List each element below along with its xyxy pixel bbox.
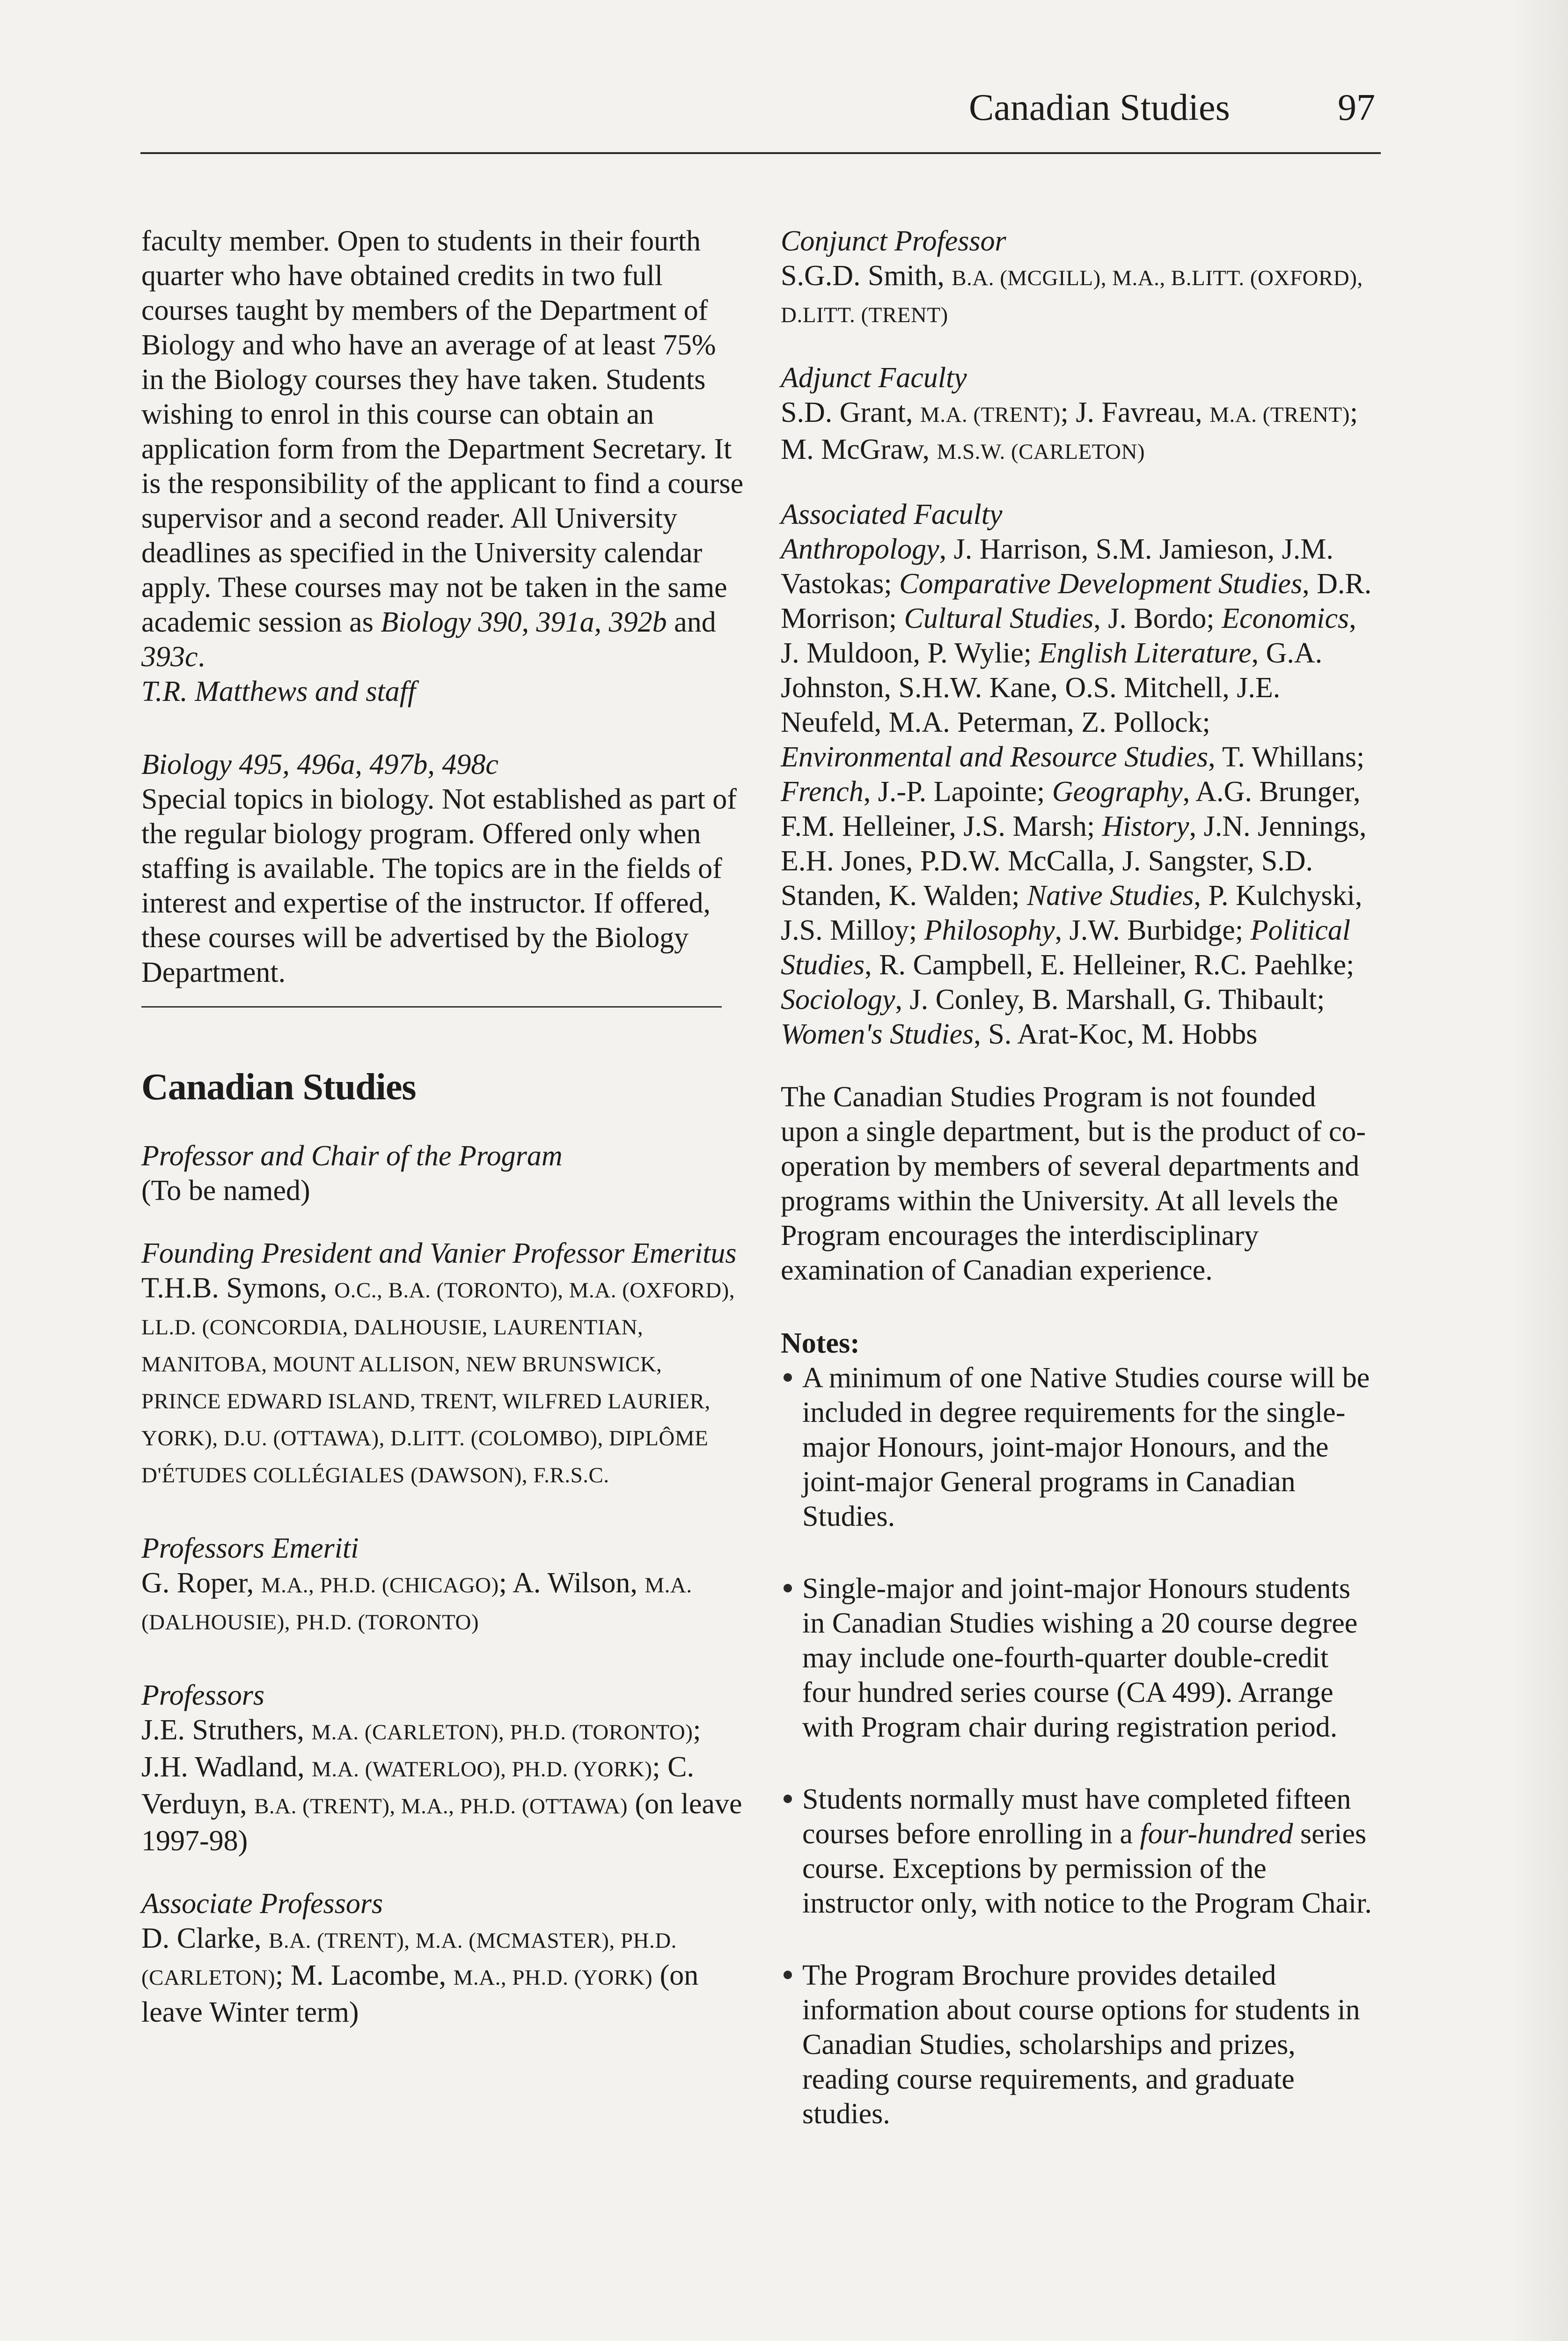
notes-list: [781, 1361, 1375, 2131]
associated-faculty-title: Associated Faculty: [781, 499, 1003, 530]
note-item: Students normally must have completed fifteen courses before enrolling in a four-hundred series course. Exceptions by permission of the instructor only, with notice to the Program Chair.: [781, 1782, 1375, 1921]
founding-title: Founding President and Vanier Professor Emeritus: [141, 1237, 737, 1269]
founding-entry: T.H.B. Symons, O.C., B.A. (TORONTO), M.A. (OXFORD), LL.D. (CONCORDIA, DALHOUSIE, LAURENTIAN, MANITOBA, MOUNT ALLISON, NEW BRUNSWICK, PRINCE EDWARD ISLAND, TRENT, WILFRED LAURIER, YORK), D.U. (OTTAWA), D.LITT. (COLOMBO), DIPLÔME D'ÉTUDES COLLÉGIALES (DAWSON), F.R.S.C.: [141, 1272, 735, 1487]
bullet-icon: [784, 1584, 792, 1592]
running-header-title: Canadian Studies: [969, 87, 1230, 128]
conjunct-title: Conjunct Professor: [781, 225, 1006, 257]
right-column: [781, 224, 1375, 2131]
chair-name: (To be named): [141, 1175, 310, 1207]
page-edge-shade: [1512, 0, 1568, 2341]
bullet-icon: [784, 1971, 792, 1979]
adjunct-title: Adjunct Faculty: [781, 362, 967, 394]
note-item: The Program Brochure provides detailed information about course options for students in Canadian Studies, scholarships and prizes, reading course requirements, and graduate studies.: [781, 1958, 1375, 2131]
emeriti-entry: G. Roper, M.A., PH.D. (CHICAGO); A. Wilson, M.A. (DALHOUSIE), PH.D. (TORONTO): [141, 1567, 692, 1634]
biology-495-title: Biology 495, 496a, 497b, 498c: [141, 749, 498, 780]
emeriti-title: Professors Emeriti: [141, 1532, 359, 1564]
header-rule: [140, 152, 1381, 154]
conjunct-entry: S.G.D. Smith, B.A. (MCGILL), M.A., B.LITT. (OXFORD), D.LITT. (TRENT): [781, 260, 1363, 327]
section-divider: [141, 1006, 722, 1008]
bullet-icon: [784, 1373, 792, 1382]
associate-professors-entry: D. Clarke, B.A. (TRENT), M.A. (MCMASTER), PH.D. (CARLETON); M. Lacombe, M.A., PH.D. (YORK) (on leave Winter term): [141, 1922, 699, 2028]
section-heading: Canadian Studies: [141, 1067, 416, 1108]
professors-entry: J.E. Struthers, M.A. (CARLETON), PH.D. (TORONTO); J.H. Wadland, M.A. (WATERLOO), PH.D. (YORK); C. Verduyn, B.A. (TRENT), M.A., PH.D. (OTTAWA) (on leave 1997-98): [141, 1714, 742, 1857]
note-item: A minimum of one Native Studies course will be included in degree requirements for the single-major Honours, joint-major Honours, and the joint-major General programs in Canadian Studies.: [781, 1361, 1375, 1534]
notes-heading: Notes:: [781, 1327, 860, 1359]
adjunct-entry: S.D. Grant, M.A. (TRENT); J. Favreau, M.A. (TRENT); M. McGraw, M.S.W. (CARLETON): [781, 397, 1358, 465]
chair-title: Professor and Chair of the Program: [141, 1140, 563, 1172]
biology-495-description: Special topics in biology. Not established as part of the regular biology program. Offered only when staffing is available. The topics are in the fields of interest and expertise of the instructor. If offered, these courses will be advertised by the Biology Department.: [141, 783, 737, 988]
associate-professors-title: Associate Professors: [141, 1888, 383, 1920]
left-column: [141, 224, 745, 2030]
bullet-icon: [784, 1795, 792, 1803]
professors-title: Professors: [141, 1679, 264, 1711]
page-number: 97: [1338, 87, 1375, 128]
biology-continuation: faculty member. Open to students in their fourth quarter who have obtained credits in two full courses taught by members of the Department of Biology and who have an average of at least 75% in the Biology courses they have taken. Students wishing to enrol in this course can obtain an application form from the Department Secretary. It is the responsibility of the applicant to find a course supervisor and a second reader. All University deadlines as specified in the University calendar apply. These courses may not be taken in the same academic session as Biology 390, 391a, 392b and 393c.: [141, 225, 744, 673]
program-description: The Canadian Studies Program is not founded upon a single department, but is the product of co-operation by members of several departments and programs within the University. At all levels the Program encourages the interdisciplinary examination of Canadian experience.: [781, 1081, 1366, 1286]
associated-faculty-list: Anthropology, J. Harrison, S.M. Jamieson, J.M. Vastokas; Comparative Development Studies, D.R. Morrison; Cultural Studies, J. Bordo; Economics, J. Muldoon, P. Wylie; English Literature, G.A. Johnston, S.H.W. Kane, O.S. Mitchell, J.E. Neufeld, M.A. Peterman, Z. Pollock; Environmental and Resource Studies, T. Whillans; French, J.-P. Lapointe; Geography, A.G. Brunger, F.M. Helleiner, J.S. Marsh; History, J.N. Jennings, E.H. Jones, P.D.W. McCalla, J. Sangster, S.D. Standen, K. Walden; Native Studies, P. Kulchyski, J.S. Milloy; Philosophy, J.W. Burbidge; Political Studies, R. Campbell, E. Helleiner, R.C. Paehlke; Sociology, J. Conley, B. Marshall, G. Thibault; Women's Studies, S. Arat-Koc, M. Hobbs: [781, 533, 1372, 1050]
note-item: Single-major and joint-major Honours students in Canadian Studies wishing a 20 course degree may include one-fourth-quarter double-credit four hundred series course (CA 499). Arrange with Program chair during registration period.: [781, 1571, 1375, 1745]
biology-instructors: T.R. Matthews and staff: [141, 676, 416, 707]
